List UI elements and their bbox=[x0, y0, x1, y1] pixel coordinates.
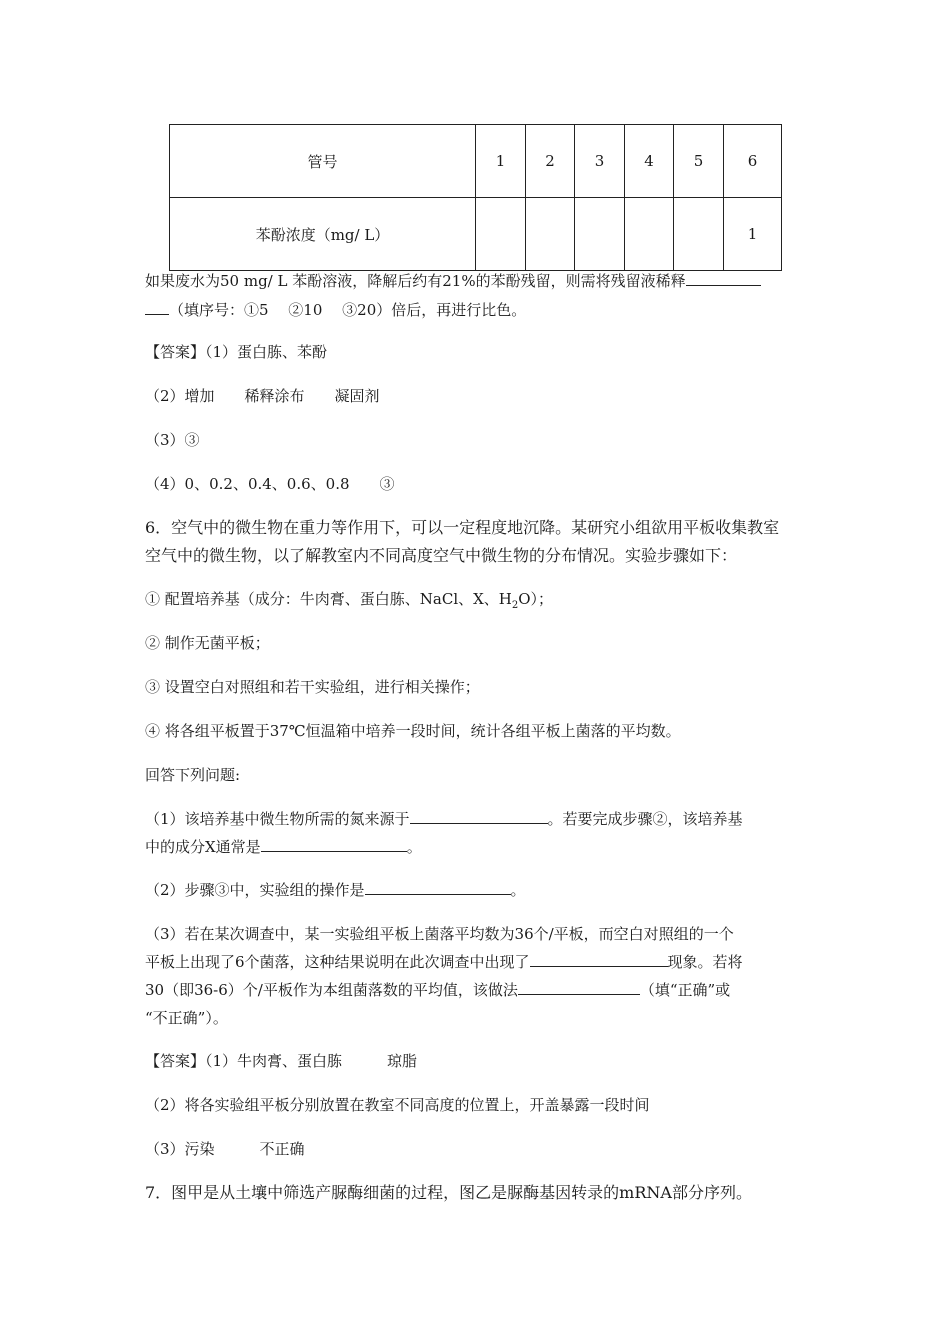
table-cell: 4 bbox=[625, 125, 674, 198]
table-cell bbox=[625, 198, 674, 271]
q5-text-line-2: （填序号：①5 ②10 ③20）倍后，再进行比色。 bbox=[145, 300, 526, 320]
answer-5-line-4: （4）0、0.2、0.4、0.6、0.8 ③ bbox=[145, 475, 395, 493]
q6-part-1-line-2: 中的成分X通常是 。 bbox=[145, 838, 422, 856]
answer-blank bbox=[261, 837, 407, 852]
table-cell: 3 bbox=[575, 125, 625, 198]
answer-5-line-1: 【答案】（1）蛋白胨、苯酚 bbox=[145, 343, 328, 361]
q6-part-3-line-4: “不正确”）。 bbox=[145, 1009, 228, 1027]
answer-blank bbox=[518, 980, 640, 995]
answer-blank bbox=[530, 952, 668, 967]
table-row bbox=[170, 198, 782, 271]
answer-blank bbox=[145, 300, 169, 315]
q6-step-4: ④ 将各组平板置于37℃恒温箱中培养一段时间，统计各组平板上菌落的平均数。 bbox=[145, 722, 681, 740]
table-cell: 苯酚浓度（mg/ L） bbox=[170, 198, 476, 271]
q6-stem-line-2: 空气中的微生物，以了解教室内不同高度空气中微生物的分布情况。实验步骤如下： bbox=[145, 546, 738, 565]
table-cell: 5 bbox=[674, 125, 724, 198]
answer-5-line-2: （2）增加 稀释涂布 凝固剂 bbox=[145, 387, 380, 405]
answer-blank bbox=[410, 809, 548, 824]
q6-step-3: ③ 设置空白对照组和若干实验组，进行相关操作； bbox=[145, 678, 480, 696]
data-table bbox=[169, 124, 782, 271]
q5-text-line-1: 如果废水为50 mg/ L 苯酚溶液，降解后约有21%的苯酚残留，则需将残留液稀释 bbox=[145, 271, 761, 291]
q6-part-3-line-2: 平板上出现了6个菌落，这种结果说明在此次调查中出现了 现象。若将 bbox=[145, 953, 743, 971]
answer-6-line-2: （2）将各实验组平板分别放置在教室不同高度的位置上，开盖暴露一段时间 bbox=[145, 1096, 650, 1114]
q6-part-2: （2）步骤③中，实验组的操作是 。 bbox=[145, 881, 526, 899]
q6-part-3-line-3: 30（即36-6）个/平板作为本组菌落数的平均值，该做法 （填“正确”或 bbox=[145, 981, 731, 999]
answer-5-line-3: （3）③ bbox=[145, 431, 200, 449]
q6-part-1-line-1: （1）该培养基中微生物所需的氮来源于 。若要完成步骤②，该培养基 bbox=[145, 810, 743, 828]
q6-prompt: 回答下列问题: bbox=[145, 766, 241, 784]
q6-step-2: ② 制作无菌平板； bbox=[145, 634, 270, 652]
answer-blank bbox=[365, 880, 511, 895]
table-cell bbox=[575, 198, 625, 271]
table-cell: 管号 bbox=[170, 125, 476, 198]
table-cell: 1 bbox=[476, 125, 526, 198]
answer-6-line-3: （3）污染 不正确 bbox=[145, 1140, 305, 1158]
table-cell bbox=[674, 198, 724, 271]
q6-step-1: ① 配置培养基（成分：牛肉膏、蛋白胨、NaCl、X、$H_2O$）； bbox=[145, 590, 554, 611]
table-cell: 2 bbox=[526, 125, 575, 198]
q7-stem: 7．图甲是从土壤中筛选产脲酶细菌的过程，图乙是脲酶基因转录的mRNA部分序列。 bbox=[145, 1183, 752, 1202]
table-cell: 1 bbox=[724, 198, 782, 271]
answer-blank bbox=[686, 271, 761, 286]
table-cell: 6 bbox=[724, 125, 782, 198]
answer-6-line-1: 【答案】（1）牛肉膏、蛋白胨 琼脂 bbox=[145, 1052, 418, 1070]
table-header-row bbox=[170, 125, 782, 198]
q6-part-3-line-1: （3）若在某次调查中，某一实验组平板上菌落平均数为36个/平板，而空白对照组的一个 bbox=[145, 925, 734, 943]
table-cell bbox=[476, 198, 526, 271]
table-cell bbox=[526, 198, 575, 271]
q6-stem-line-1: 6．空气中的微生物在重力等作用下，可以一定程度地沉降。某研究小组欲用平板收集教室 bbox=[145, 518, 780, 537]
